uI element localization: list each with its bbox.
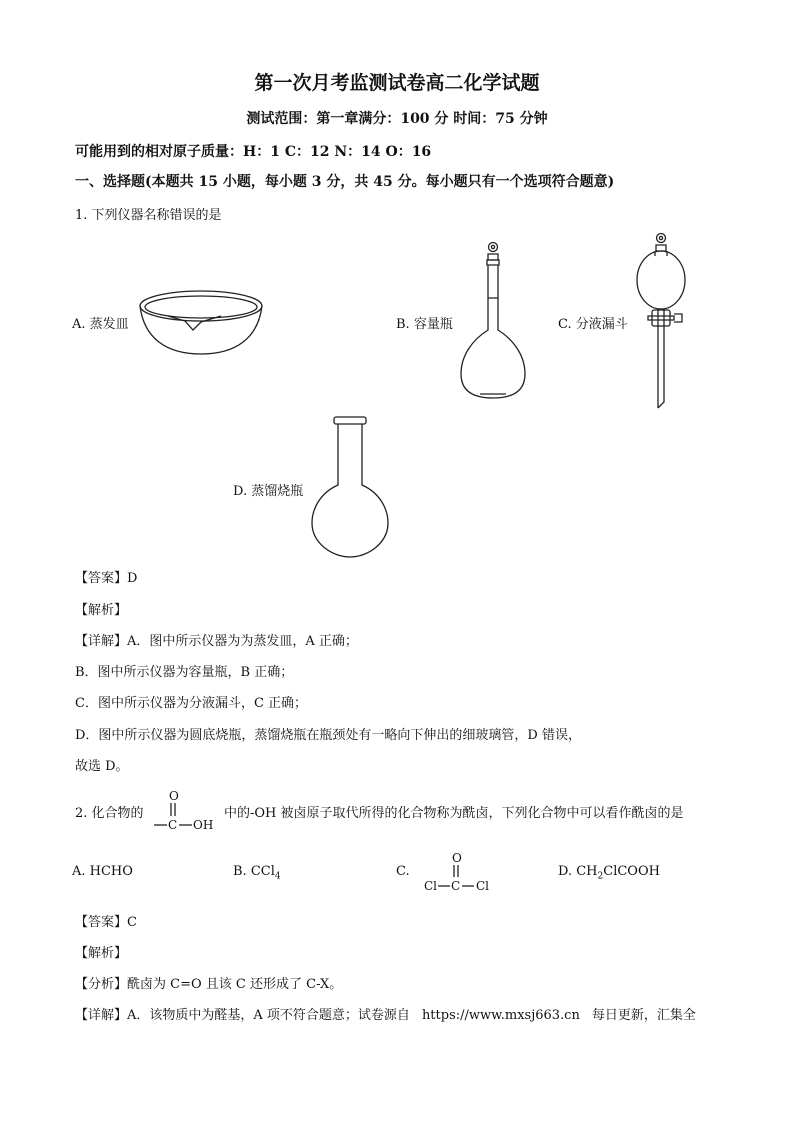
q1-option-c-label: C. 分液漏斗: [558, 317, 628, 332]
phosgene-cl-right-label: Cl: [476, 879, 490, 893]
structure-oxygen-label: O: [169, 789, 179, 803]
option-d-suffix: ClCOOH: [603, 864, 660, 879]
q2-analysis-line: [75, 973, 342, 992]
q2-option-d: [558, 864, 660, 882]
phosgene-carbon-label: C: [451, 879, 461, 893]
analysis-text: 酰卤为 C=O 且该 C 还形成了 C-X。: [127, 977, 343, 992]
structure-oh-label: OH: [193, 818, 214, 832]
separatory-funnel-icon: [633, 230, 693, 412]
phosgene-structure: [422, 850, 494, 894]
q2-analysis-tag: 【解析】: [75, 946, 128, 961]
q2-detail-line: [75, 1004, 696, 1023]
q1-option-a-label: A. 蒸发皿: [72, 317, 129, 332]
volumetric-flask-icon: [458, 238, 528, 402]
carboxyl-group-structure: [150, 788, 222, 832]
section-heading: 一、选择题(本题共 15 小题，每小题 3 分，共 45 分。每小题只有一个选项符合题意): [75, 174, 615, 190]
detail-text: A．该物质中为醛基，A 项不符合题意；试卷源自: [127, 1008, 410, 1023]
detail-tag: 【详解】: [75, 634, 128, 649]
page-title: 第一次月考监测试卷高二化学试题: [254, 72, 540, 94]
page-subtitle: 测试范围：第一章满分：100 分 时间：75 分钟: [246, 111, 548, 127]
answer-tag: 【答案】: [75, 915, 128, 930]
option-d-subscript: 2: [597, 871, 604, 882]
phosgene-oxygen-label: O: [452, 851, 462, 865]
q1-detail-line-2: B．图中所示仪器为容量瓶，B 正确；: [75, 665, 294, 680]
q1-detail-line-1: [75, 630, 358, 649]
source-link[interactable]: https://www.mxsj663.cn: [421, 1008, 580, 1023]
q1-detail-line-3: C．图中所示仪器为分液漏斗，C 正确；: [75, 696, 308, 711]
q2-stem-prefix: 2. 化合物的: [75, 806, 144, 821]
option-b-subscript: 4: [274, 871, 281, 882]
detail-text: A．图中所示仪器为为蒸发皿，A 正确；: [127, 634, 358, 649]
structure-carbon-label: C: [168, 818, 178, 832]
q2-stem-suffix: 中的-OH 被卤原子取代所得的化合物称为酰卤，下列化合物中可以看作酰卤的是: [224, 806, 684, 821]
q1-detail-line-5: 故选 D。: [75, 759, 129, 774]
q1-stem: 1. 下列仪器名称错误的是: [75, 208, 222, 223]
detail-tag: 【详解】: [75, 1008, 128, 1023]
q2-option-a: A. HCHO: [72, 864, 133, 879]
atomic-mass-line: 可能用到的相对原子质量：H：1 C：12 N：14 O：16: [75, 144, 432, 160]
q2-option-c-label: C.: [396, 864, 410, 879]
phosgene-cl-left-label: Cl: [424, 879, 438, 893]
answer-value: D: [127, 571, 138, 586]
q1-option-d-label: D. 蒸馏烧瓶: [233, 484, 304, 499]
answer-tag: 【答案】: [75, 571, 128, 586]
option-b-text: B. CCl: [233, 864, 275, 879]
q1-analysis-tag: 【解析】: [75, 603, 128, 618]
option-d-prefix: D. CH: [558, 864, 598, 879]
q1-detail-line-4: D．图中所示仪器为圆底烧瓶，蒸馏烧瓶在瓶颈处有一略向下伸出的细玻璃管，D 错误，: [75, 728, 581, 743]
q1-answer-line: [75, 567, 137, 586]
q1-option-b-label: B. 容量瓶: [396, 317, 453, 332]
q2-option-b: [233, 864, 281, 882]
q2-answer-line: [75, 911, 137, 930]
round-bottom-flask-icon: [310, 415, 406, 559]
answer-value: C: [127, 915, 137, 930]
evaporating-dish-icon: [136, 288, 266, 358]
detail-tail: 每日更新，汇集全: [591, 1008, 696, 1023]
analysis-prefix: 【分析】: [75, 977, 128, 992]
